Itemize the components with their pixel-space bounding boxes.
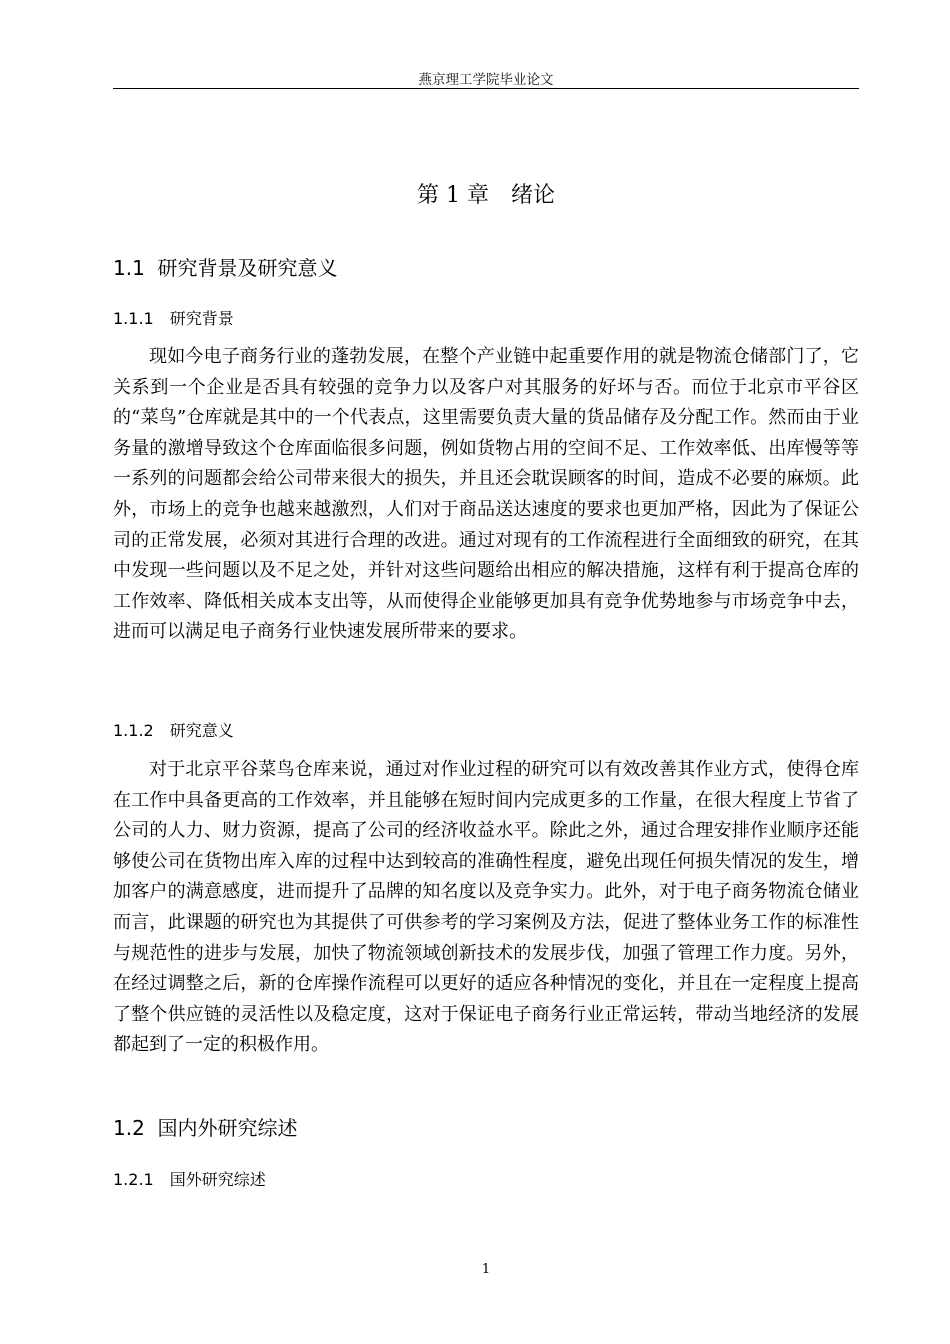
header-divider <box>113 88 859 89</box>
subsection-heading-1-1-2: 1.1.2 研究意义 <box>113 721 234 740</box>
page-number: 1 <box>481 1262 491 1277</box>
section-heading-1-2: 1.2 国内外研究综述 <box>113 1116 298 1140</box>
section-heading-1-1: 1.1 研究背景及研究意义 <box>113 256 338 280</box>
page-header: 燕京理工学院毕业论文 <box>418 72 554 88</box>
paragraph-research-background: 现如今电子商务行业的蓬勃发展，在整个产业链中起重要作用的就是物流仓储部门了，它关系到一个企业是否具有较强的竞争力以及客户对其服务的好坏与否。而位于北京市平谷区的“菜鸟”仓库就是其中的一个代表点，这里需要负责大量的货品储存及分配工作。然而由于业务量的激增导致这个仓库面临很多问题，例如货物占用的空间不足、工作效率低、出库慢等等一系列的问题都会给公司带来很大的损失，并且还会耽误顾客的时间，造成不必要的麻烦。此外，市场上的竞争也越来越激烈，人们对于商品送达速度的要求也更加严格，因此为了保证公司的正常发展，必须对其进行合理的改进。通过对现有的工作流程进行全面细致的研究，在其中发现一些问题以及不足之处，并针对这些问题给出相应的解决措施，这样有利于提高仓库的工作效率、降低相关成本支出等，从而使得企业能够更加具有竞争优势地参与市场竞争中去，进而可以满足电子商务行业快速发展所带来的要求。 <box>113 346 859 643</box>
subsection-heading-1-1-1: 1.1.1 研究背景 <box>113 309 234 328</box>
chapter-title: 第 1 章 绪论 <box>417 183 555 208</box>
paragraph-research-significance: 对于北京平谷菜鸟仓库来说，通过对作业过程的研究可以有效改善其作业方式，使得仓库在工作中具备更高的工作效率，并且能够在短时间内完成更多的工作量，在很大程度上节省了公司的人力、财力资源，提高了公司的经济收益水平。除此之外，通过合理安排作业顺序还能够使公司在货物出库入库的过程中达到较高的准确性程度，避免出现任何损失情况的发生，增加客户的满意感度，进而提升了品牌的知名度以及竞争实力。此外，对于电子商务物流仓储业而言，此课题的研究也为其提供了可供参考的学习案例及方法，促进了整体业务工作的标准性与规范性的进步与发展，加快了物流领域创新技术的发展步伐，加强了管理工作力度。另外，在经过调整之后，新的仓库操作流程可以更好的适应各种情况的变化，并且在一定程度上提高了整个供应链的灵活性以及稳定度，这对于保证电子商务行业正常运转，带动当地经济的发展都起到了一定的积极作用。 <box>113 759 859 1056</box>
subsection-heading-1-2-1: 1.2.1 国外研究综述 <box>113 1170 266 1189</box>
